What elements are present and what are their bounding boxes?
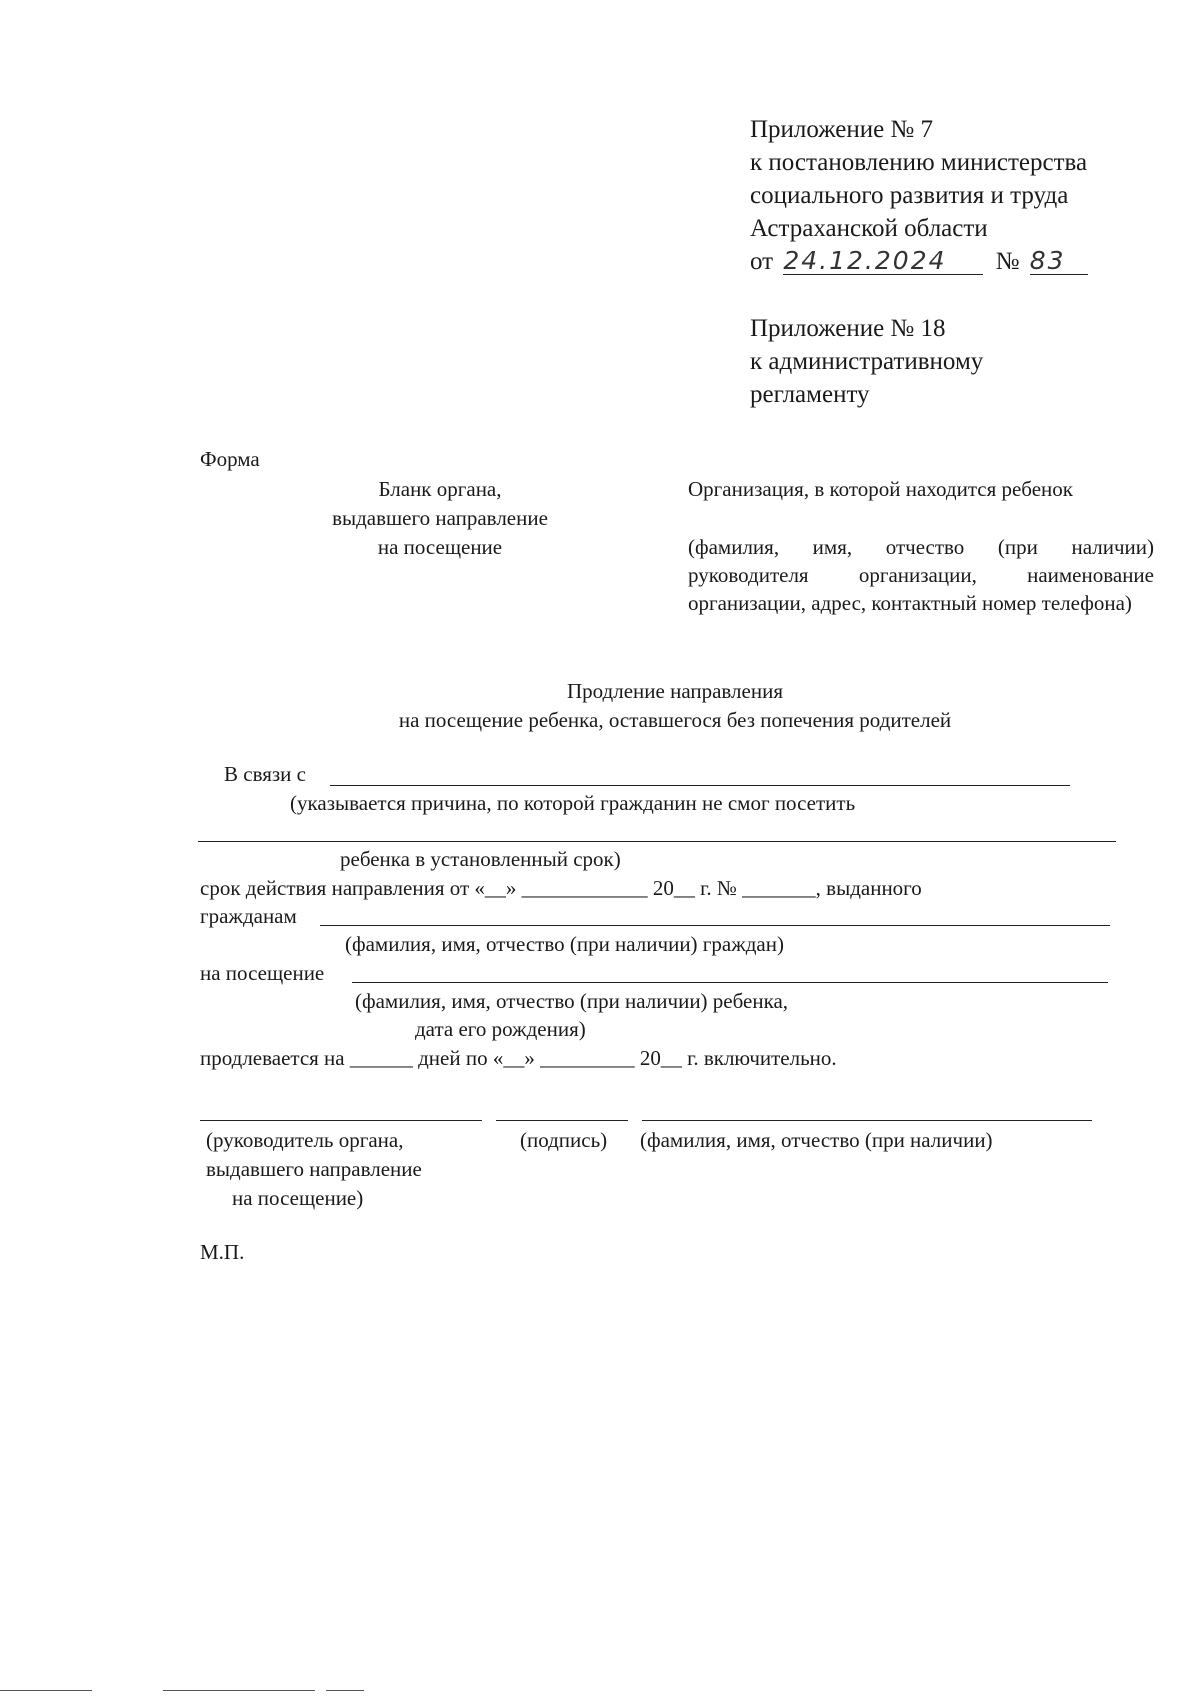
- scan-artifact: [163, 1690, 315, 1691]
- head-sign-line: [200, 1120, 482, 1121]
- citizens-line: [320, 925, 1110, 926]
- scan-artifact: [326, 1690, 364, 1691]
- blank-line3: на посещение: [377, 535, 503, 559]
- signature-line: [496, 1120, 628, 1121]
- name-caption: (фамилия, имя, отчество (при наличии): [640, 1128, 993, 1152]
- appendix-18-line2: к административному: [750, 348, 984, 375]
- organization-title: Организация, в которой находится ребенок: [688, 477, 1073, 501]
- extended-line: продлевается на ______ дней по «__» _________ 20__ г. включительно.: [200, 1046, 837, 1070]
- name-sign-line: [642, 1120, 1092, 1121]
- number-prefix: №: [995, 248, 1020, 275]
- signature-caption: (подпись): [520, 1128, 608, 1152]
- reason-line-2: [198, 841, 1116, 842]
- appendix-7-line4: Астраханской области: [750, 215, 988, 242]
- scan-artifact: [0, 1690, 92, 1691]
- head-caption-3: на посещение): [232, 1186, 364, 1210]
- head-caption-2: выдавшего направление: [206, 1157, 422, 1181]
- appendix-7-line3: социального развития и труда: [750, 182, 1069, 209]
- visit-line: [352, 982, 1108, 983]
- appendix-7-line2: к постановлению министерства: [750, 149, 1088, 176]
- citizens-label: гражданам: [200, 904, 297, 928]
- reason-line: [330, 785, 1070, 786]
- child-hint-2: дата его рождения): [415, 1017, 586, 1041]
- date-prefix: от: [750, 248, 774, 275]
- reason-hint-2: ребенка в установленный срок): [340, 847, 621, 871]
- appendix-7-title: Приложение № 7: [750, 116, 934, 143]
- head-caption-1: (руководитель органа,: [206, 1128, 404, 1152]
- handwritten-date: 24.12.2024: [783, 248, 983, 275]
- reason-hint-1: (указывается причина, по которой гражданин не смог посетить: [290, 791, 856, 815]
- stamp-label: М.П.: [200, 1240, 245, 1264]
- appendix-18-line3: регламенту: [750, 381, 870, 408]
- form-label: Форма: [200, 447, 260, 471]
- child-hint-1: (фамилия, имя, отчество (при наличии) ребенка,: [355, 989, 789, 1013]
- organization-hint: (фамилия, имя, отчество (при наличии) руководителя организации, наименование организации, адрес, контактный номер телефона): [688, 535, 1154, 615]
- blank-line1: Бланк органа,: [378, 477, 502, 501]
- blank-line2: выдавшего направление: [332, 506, 548, 530]
- visit-label: на посещение: [200, 961, 325, 985]
- in-connection-label: В связи с: [224, 762, 306, 786]
- heading-line1: Продление направления: [566, 679, 783, 703]
- heading-line2: на посещение ребенка, оставшегося без попечения родителей: [398, 708, 952, 732]
- validity-line: срок действия направления от «__» ____________ 20__ г. № _______, выданного: [200, 876, 922, 900]
- appendix-7-date-line: [750, 245, 1088, 278]
- handwritten-number: 83: [1030, 248, 1088, 275]
- appendix-18-title: Приложение № 18: [750, 315, 946, 342]
- citizens-hint: (фамилия, имя, отчество (при наличии) граждан): [345, 932, 784, 956]
